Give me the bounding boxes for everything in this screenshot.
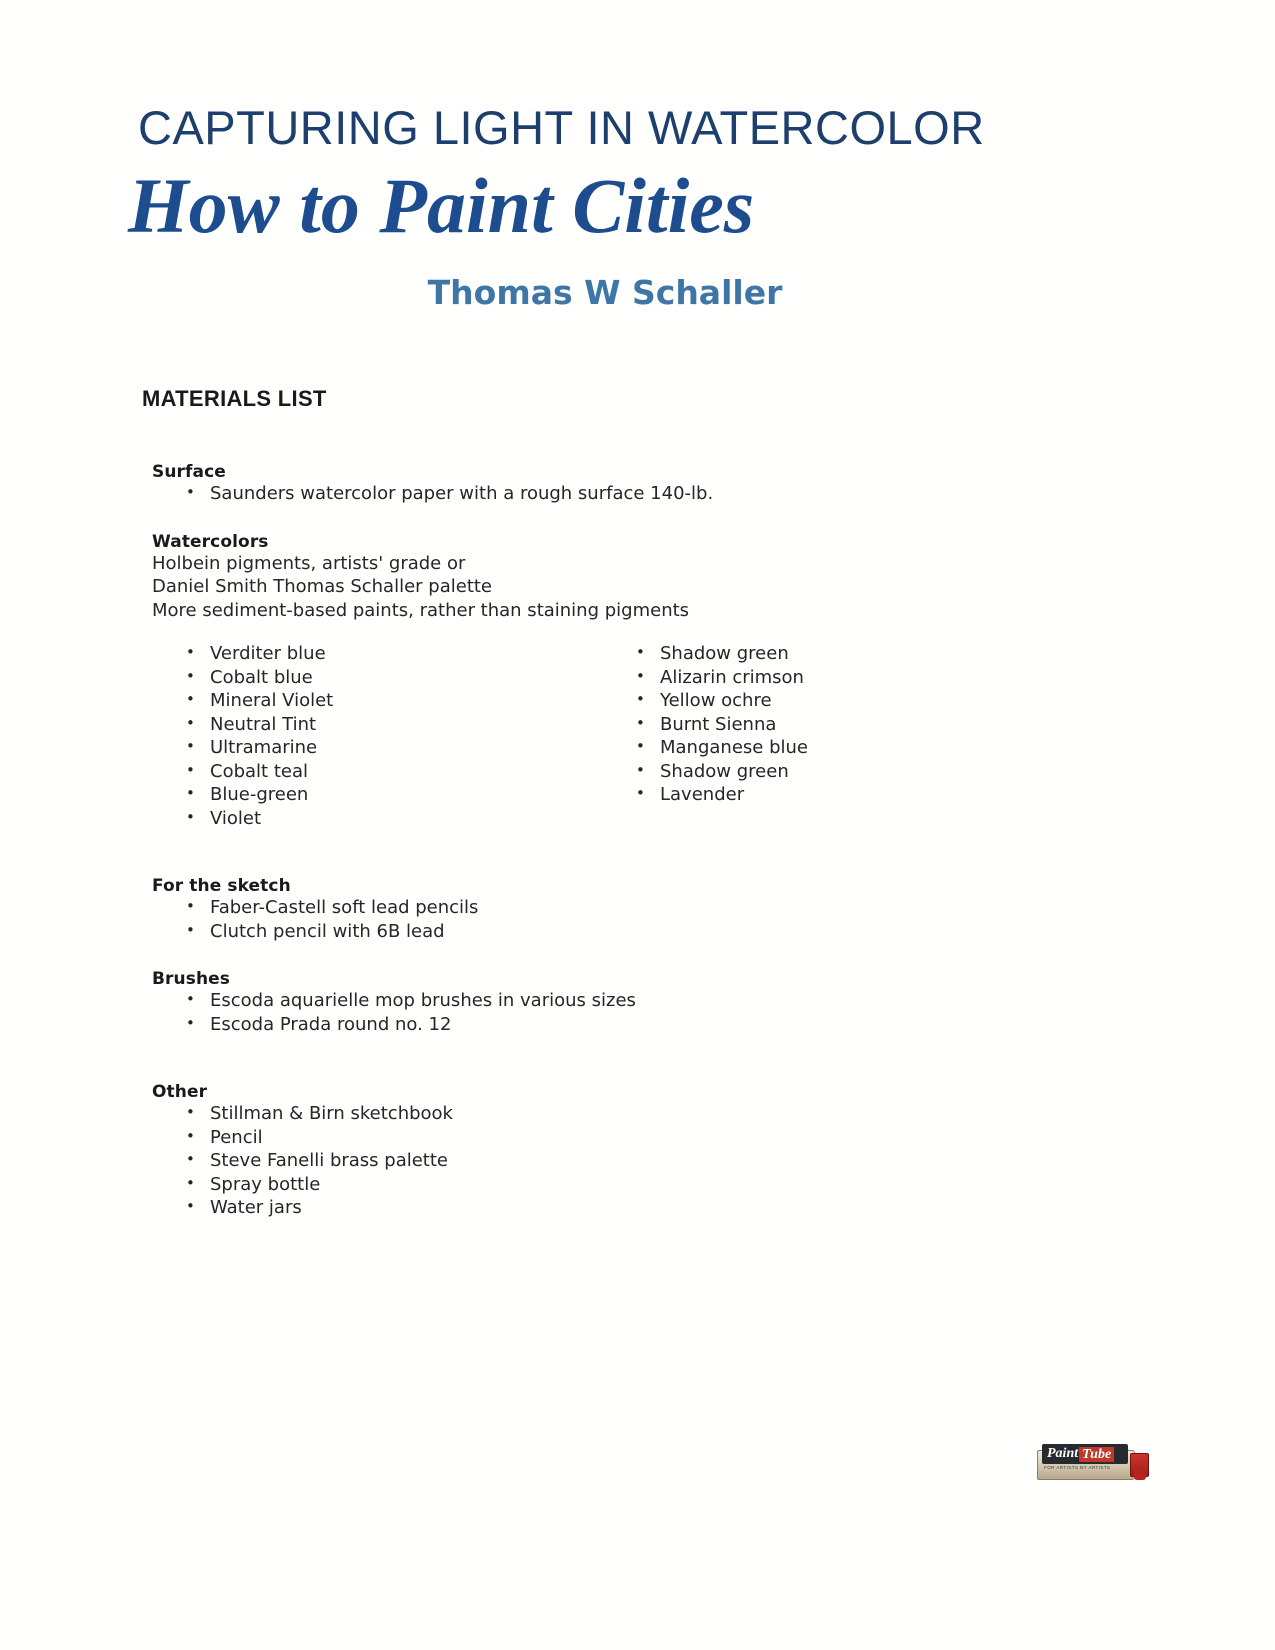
list-item: • Pencil (152, 1126, 1112, 1150)
list-pigments-right (602, 642, 1052, 807)
section-title-surface: Surface (152, 462, 226, 482)
list-item: • Shadow green (602, 642, 1052, 666)
list-item: • Burnt Sienna (602, 713, 1052, 737)
list-item: • Spray bottle (152, 1173, 1112, 1197)
list-item: • Cobalt teal (152, 760, 602, 784)
list-item: • Escoda Prada round no. 12 (152, 1013, 1112, 1037)
logo-word-paint: Paint (1047, 1446, 1079, 1461)
list-item: • Escoda aquarielle mop brushes in various sizes (152, 989, 1112, 1013)
list-item: • Violet (152, 807, 602, 831)
list-item: • Steve Fanelli brass palette (152, 1149, 1112, 1173)
materials-list-heading: MATERIALS LIST (142, 386, 327, 411)
watercolors-intro-line: Holbein pigments, artists' grade or (152, 552, 466, 574)
list-item: • Stillman & Birn sketchbook (152, 1102, 1112, 1126)
title-block (0, 101, 1275, 312)
list-item: • Neutral Tint (152, 713, 602, 737)
list-item: • Shadow green (602, 760, 1052, 784)
watercolors-intro-line: More sediment-based paints, rather than staining pigments (152, 599, 690, 621)
paint-tube-cap-icon (1130, 1453, 1149, 1477)
pigment-column-left (152, 642, 602, 830)
painttube-logo (1037, 1441, 1150, 1481)
list-brushes (152, 989, 1112, 1036)
section-title-for-the-sketch: For the sketch (152, 876, 291, 896)
section-title-brushes: Brushes (152, 969, 231, 989)
pigment-column-right (602, 642, 1052, 830)
logo-word-tube: Tube (1079, 1447, 1114, 1462)
watercolors-intro-line: Daniel Smith Thomas Schaller palette (152, 576, 493, 597)
list-item: • Manganese blue (602, 736, 1052, 760)
document-author: Thomas W Schaller (427, 273, 783, 312)
list-item: • Water jars (152, 1196, 1112, 1220)
pigment-columns (152, 642, 1052, 830)
list-item: • Cobalt blue (152, 666, 602, 690)
document-kicker: CAPTURING LIGHT IN WATERCOLOR (138, 101, 985, 154)
materials-content (152, 462, 1112, 1220)
list-pigments-left (152, 642, 602, 830)
list-surface (152, 482, 1112, 506)
list-item: • Saunders watercolor paper with a rough surface 140-lb. (152, 482, 1112, 506)
list-item: • Alizarin crimson (602, 666, 1052, 690)
list-item: • Faber-Castell soft lead pencils (152, 896, 1112, 920)
list-item: • Blue-green (152, 783, 602, 807)
list-item: • Clutch pencil with 6B lead (152, 920, 1112, 944)
list-other (152, 1102, 1112, 1220)
logo-badge (1042, 1444, 1128, 1464)
list-item: • Lavender (602, 783, 1052, 807)
logo-tagline: FOR ARTISTS BY ARTISTS (1044, 1465, 1111, 1470)
section-title-other: Other (152, 1082, 208, 1102)
list-for-the-sketch (152, 896, 1112, 943)
list-item: • Mineral Violet (152, 689, 602, 713)
list-item: • Yellow ochre (602, 689, 1052, 713)
section-title-watercolors: Watercolors (152, 531, 269, 552)
document-title: How to Paint Cities (128, 162, 755, 249)
list-item: • Ultramarine (152, 736, 602, 760)
list-item: • Verditer blue (152, 642, 602, 666)
